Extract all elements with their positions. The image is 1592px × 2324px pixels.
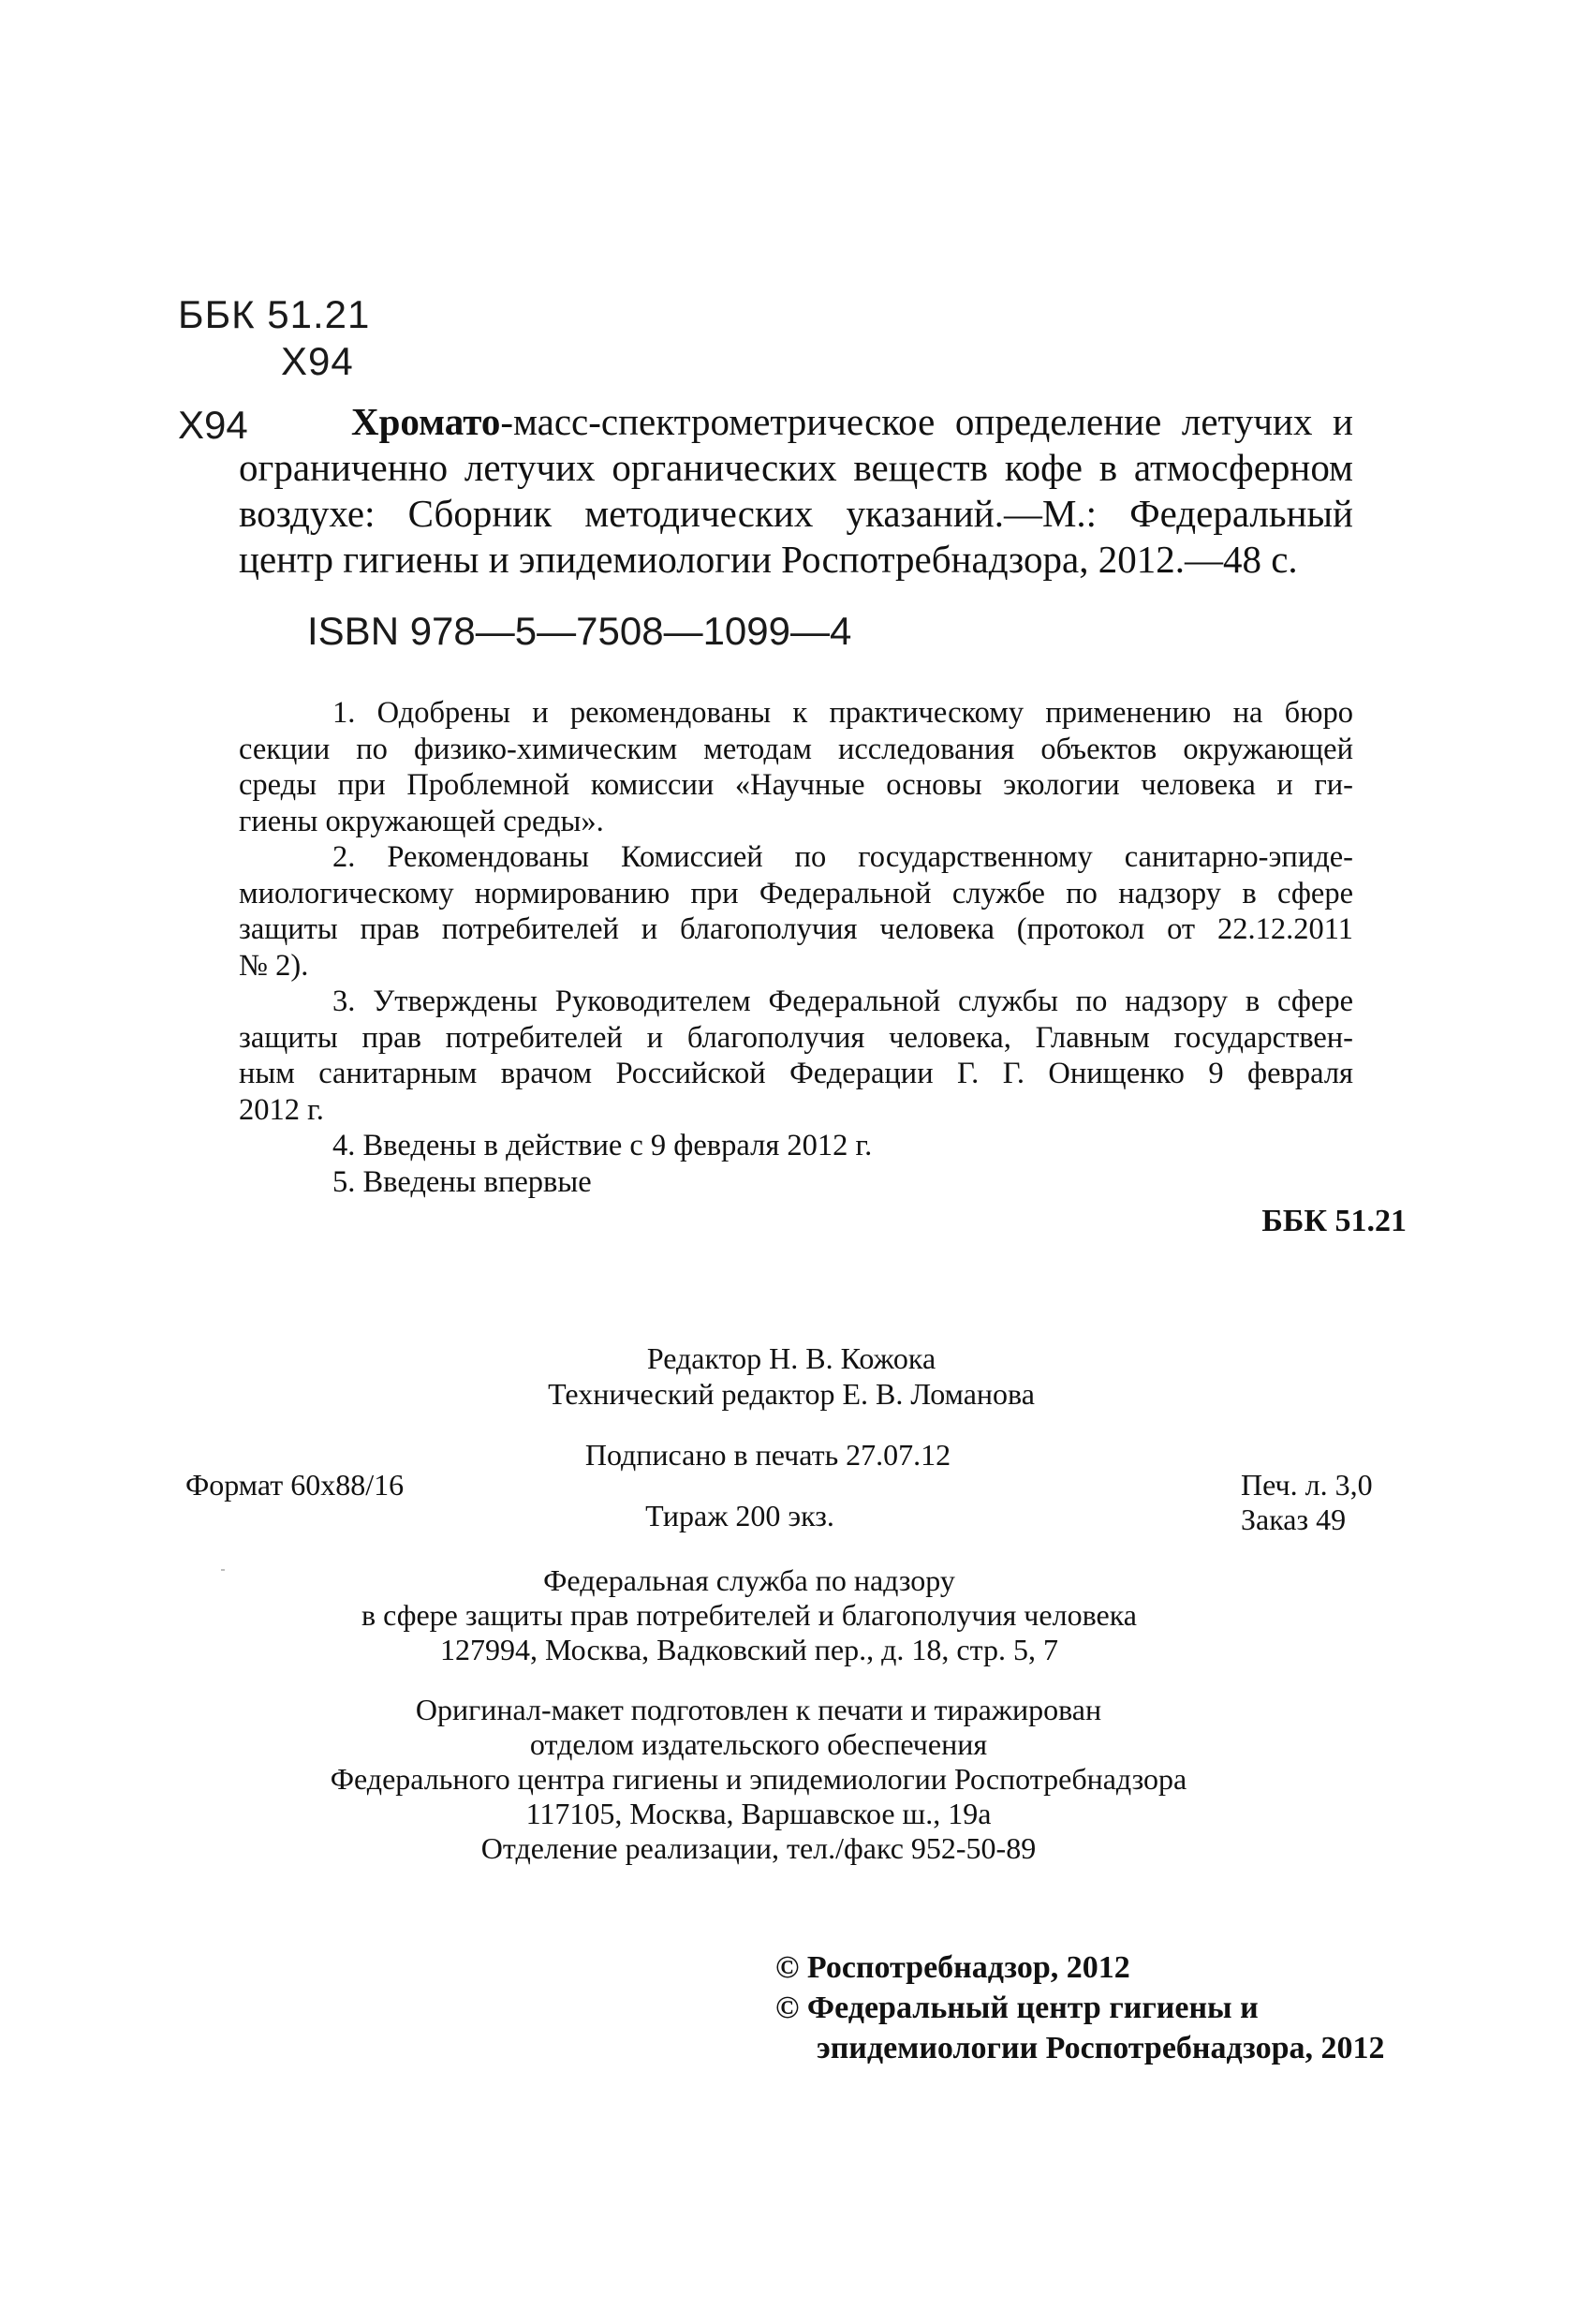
approval-notes (239, 695, 1353, 1200)
note-2 (239, 839, 1353, 984)
entry-line-3: воздухе: Сборник методических указаний.—М.: Федеральный (239, 492, 1353, 535)
note-line: 2. Рекомендованы Комиссией по государственному санитарно-эпиде- (332, 840, 1353, 874)
note-line: № 2). (239, 948, 309, 983)
printer-address: 117105, Москва, Варшавское ш., 19а (525, 1797, 992, 1830)
note-line: 4. Введены в действие с 9 февраля 2012 г. (332, 1129, 873, 1162)
bbk-index-bottom: ББК 51.21 (1261, 1204, 1407, 1238)
entry-line-1 (239, 399, 1353, 445)
bibliographic-entry (239, 399, 1353, 583)
note-line: гиены окружающей среды». (239, 804, 604, 838)
note-line: защиты прав потребителей и благополучия человека (протокол от 22.12.2011 (239, 912, 1353, 946)
copyright-line: © Федеральный центр гигиены и (775, 1991, 1259, 2025)
sales-department-phone: Отделение реализации, тел./факс 952-50-89 (480, 1831, 1037, 1865)
signed-to-print: Подписано в печать 27.07.12 (584, 1438, 951, 1472)
printer-line: Федерального центра гигиены и эпидемиологии Роспотребнадзора (330, 1762, 1187, 1796)
printer-line: отделом издательского обеспечения (529, 1727, 988, 1761)
note-line: среды при Проблемной комиссии «Научные основы экологии человека и ги- (239, 768, 1353, 802)
author-mark: Х94 (281, 339, 354, 383)
note-line: 5. Введены впервые (332, 1164, 592, 1199)
printer-line: Оригинал-макет подготовлен к печати и тиражирован (415, 1693, 1102, 1726)
entry-line-4: центр гигиены и эпидемиологии Роспотребнадзора, 2012.—48 с. (239, 538, 1298, 581)
entry-title-bold: Хромато (351, 400, 501, 443)
copyright-line: © Роспотребнадзор, 2012 (775, 1950, 1130, 1985)
entry-author-mark: Х94 (178, 403, 248, 447)
note-line: 1. Одобрены и рекомендованы к практическому применению на бюро (332, 696, 1353, 730)
editor: Редактор Н. В. Кожока (646, 1341, 936, 1375)
note-line: защиты прав потребителей и благополучия человека, Главным государствен- (239, 1020, 1353, 1055)
isbn: ISBN 978—5—7508—1099—4 (307, 609, 852, 653)
note-line: секции по физико-химическим методам исследования объектов окружающей (239, 732, 1353, 766)
printed-sheets: Печ. л. 3,0 (1241, 1468, 1373, 1502)
print-run: Тираж 200 экз. (645, 1499, 834, 1532)
note-3 (239, 984, 1353, 1128)
note-line: ным санитарным врачом Российской Федерации Г. Г. Онищенко 9 февраля (239, 1057, 1353, 1090)
publisher-line: Федеральная служба по надзору (543, 1563, 955, 1597)
note-4 (239, 1128, 1353, 1164)
copyright-line: эпидемиологии Роспотребнадзора, 2012 (817, 2031, 1385, 2065)
note-line: 3. Утверждены Руководителем Федеральной службы по надзору в сфере (332, 984, 1353, 1018)
note-1 (239, 695, 1353, 839)
technical-editor: Технический редактор Е. В. Ломанова (548, 1377, 1035, 1411)
note-5 (239, 1164, 1353, 1201)
order-number: Заказ 49 (1241, 1502, 1347, 1536)
publisher-address: 127994, Москва, Вадковский пер., д. 18, стр. 5, 7 (440, 1633, 1058, 1666)
bbk-index: ББК 51.21 (178, 292, 371, 336)
publisher-line: в сфере защиты прав потребителей и благополучия человека (361, 1598, 1137, 1632)
paper-format: Формат 60x88/16 (185, 1468, 405, 1502)
note-line: миологическому нормированию при Федеральной службе по надзору в сфере (239, 876, 1353, 910)
note-line: 2012 г. (239, 1092, 324, 1127)
entry-title-rest: -масс-спектрометрическое определение летучих и (500, 400, 1353, 443)
entry-line-2: ограниченно летучих органических веществ кофе в атмосферном (239, 446, 1353, 489)
